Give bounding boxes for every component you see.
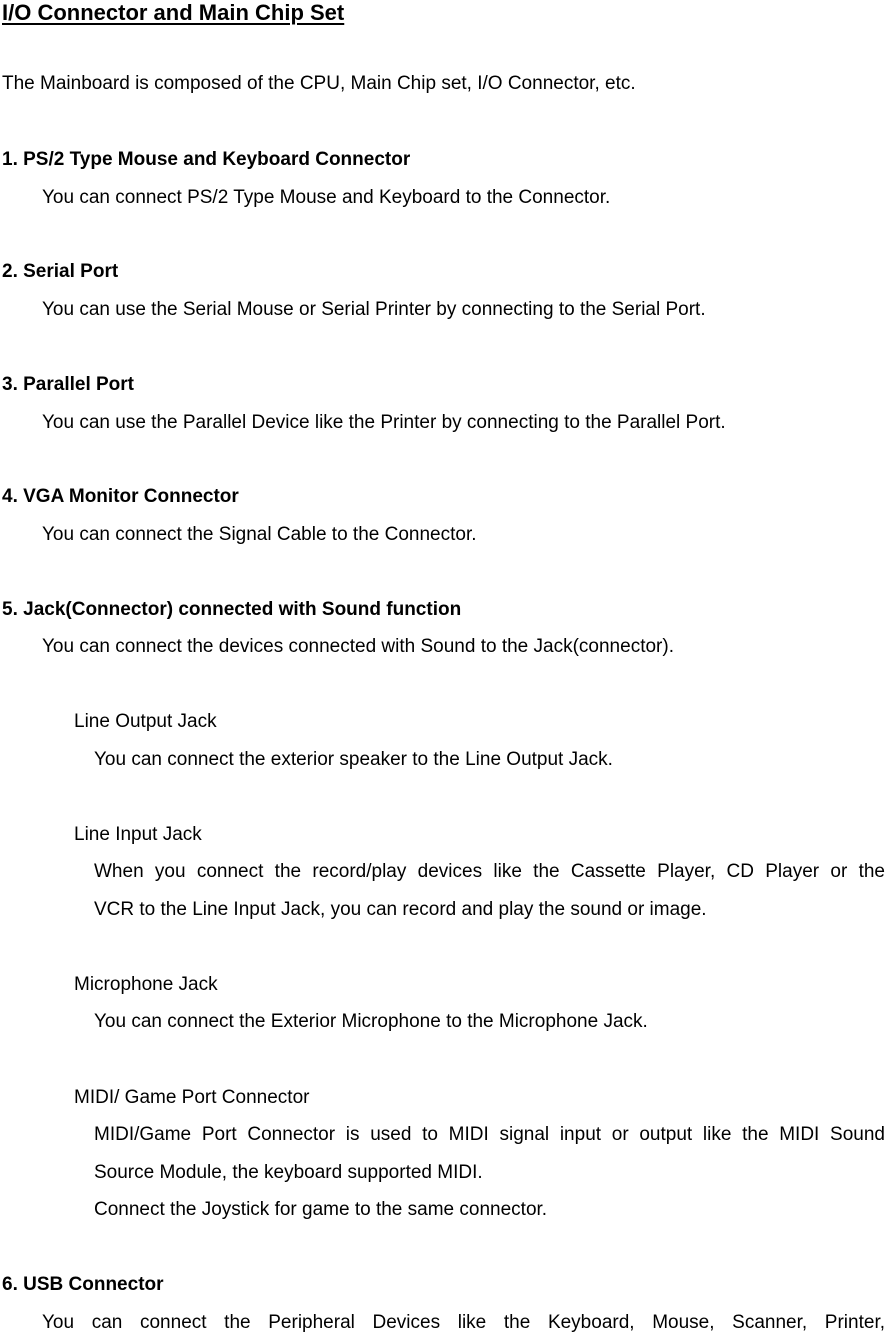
subsection-heading-midi-game-port: MIDI/ Game Port Connector [74,1087,310,1108]
section-body-vga: You can connect the Signal Cable to the Connector. [42,524,477,545]
section-heading-serial-port: 2. Serial Port [2,261,119,282]
section-body-ps2: You can connect PS/2 Type Mouse and Keyboard to the Connector. [42,187,611,208]
subsection-line: VCR to the Line Input Jack, you can record and play the sound or image. [94,899,707,920]
page-title: I/O Connector and Main Chip Set [2,0,345,25]
subsection-line: Connect the Joystick for game to the same connector. [94,1199,548,1220]
section-heading-parallel-port: 3. Parallel Port [2,374,135,395]
subsection-line: MIDI/Game Port Connector is used to MIDI signal input or output like the MIDI Sound [94,1124,885,1145]
section-heading-usb: 6. USB Connector [2,1274,164,1295]
section-heading-vga: 4. VGA Monitor Connector [2,486,239,507]
subsection-line: You can connect the Exterior Microphone to the Microphone Jack. [94,1011,648,1032]
section-heading-sound-jack: 5. Jack(Connector) connected with Sound function [2,599,462,620]
section-body-parallel-port: You can use the Parallel Device like the Printer by connecting to the Parallel Port. [42,412,726,433]
subsection-line: Source Module, the keyboard supported MIDI. [94,1162,483,1183]
section-heading-ps2: 1. PS/2 Type Mouse and Keyboard Connector [2,149,411,170]
subsection-line: You can connect the exterior speaker to the Line Output Jack. [94,749,613,770]
subsection-line: When you connect the record/play devices like the Cassette Player, CD Player or the [94,861,885,882]
section-body-serial-port: You can use the Serial Mouse or Serial Printer by connecting to the Serial Port. [42,299,706,320]
section-body-sound-jack: You can connect the devices connected with Sound to the Jack(connector). [42,636,674,657]
subsection-heading-line-output: Line Output Jack [74,711,217,732]
subsection-heading-microphone: Microphone Jack [74,974,218,995]
subsection-heading-line-input: Line Input Jack [74,824,202,845]
section-body-usb: You can connect the Peripheral Devices like the Keyboard, Mouse, Scanner, Printer, [42,1312,885,1333]
intro-paragraph: The Mainboard is composed of the CPU, Main Chip set, I/O Connector, etc. [2,73,636,94]
